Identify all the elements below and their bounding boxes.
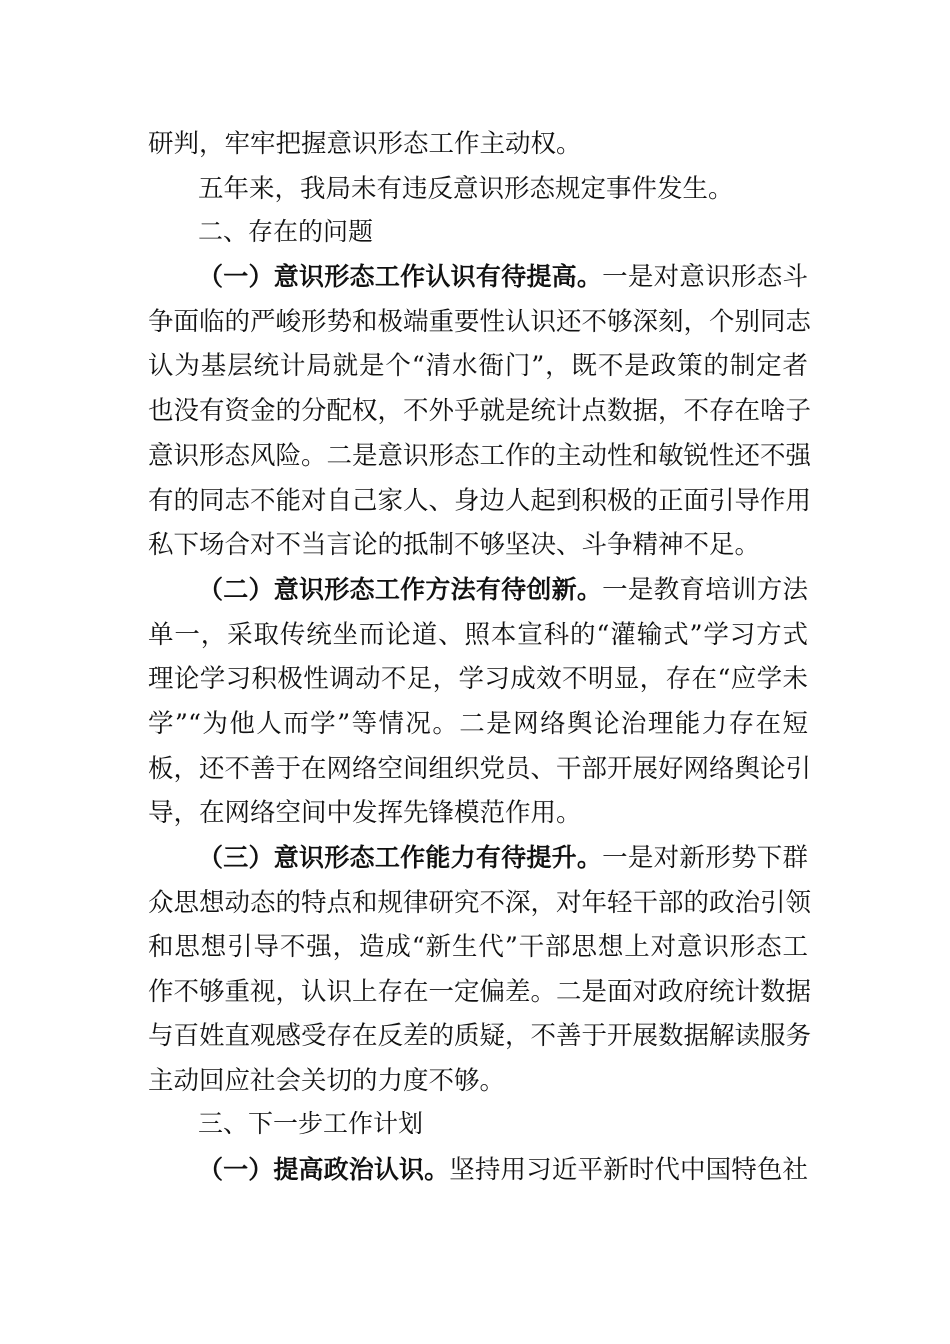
text-line: 单一，采取传统坐而论道、照本宣科的“灌输式”学习方式 [148,620,808,650]
text-line: 争面临的严峻形势和极端重要性认识还不够深刻，个别同志 [148,307,812,337]
subsection-title: （二）意识形态工作方法有待创新。 [198,575,603,604]
text-line: 意识形态风险。二是意识形态工作的主动性和敏锐性还不强 [148,441,812,471]
subsection-title: （三）意识形态工作能力有待提升。 [198,843,603,872]
text-run: 坚持用习近平新时代中国特色社 [449,1155,808,1185]
text-line: 认为基层统计局就是个“清水衙门”，既不是政策的制定者 [148,351,808,381]
text-line: 私下场合对不当言论的抵制不够坚决、斗争精神不足。 [148,530,761,560]
text-line [198,257,808,297]
text-line: 与百姓直观感受存在反差的质疑，不善于开展数据解读服务 [148,1021,812,1051]
text-line: 五年来，我局未有违反意识形态规定事件发生。 [198,174,734,204]
text-line: 导，在网络空间中发挥先锋模范作用。 [148,798,582,828]
text-line: 和思想引导不强，造成“新生代”干部思想上对意识形态工 [148,932,808,962]
text-line: 众思想动态的特点和规律研究不深，对年轻干部的政治引领 [148,888,812,918]
text-line: 有的同志不能对自己家人、身边人起到积极的正面引导作用 [148,486,812,516]
subsection-title: （一）意识形态工作认识有待提高。 [198,262,603,291]
text-run: 一是对新形势下群 [602,843,808,873]
text-line: 也没有资金的分配权，不外乎就是统计点数据，不存在啥子 [148,396,812,426]
text-line: 主动回应社会关切的力度不够。 [148,1066,506,1096]
text-line: 学”“为他人而学”等情况。二是网络舆论治理能力存在短 [148,709,808,739]
text-line: 板，还不善于在网络空间组织党员、干部开展好网络舆论引 [148,754,812,784]
subsection-title: （一）提高政治认识。 [198,1155,450,1184]
text-line: 作不够重视，认识上存在一定偏差。二是面对政府统计数据 [148,977,812,1007]
section-heading-problems: 二、存在的问题 [198,217,374,246]
text-run: 一是教育培训方法 [602,575,808,605]
text-line [198,1150,808,1190]
text-line [198,838,808,878]
section-heading-next-steps: 三、下一步工作计划 [198,1109,424,1138]
text-line: 研判，牢牢把握意识形态工作主动权。 [148,129,582,159]
text-line [198,570,808,610]
text-run: 一是对意识形态斗 [602,262,808,292]
text-line: 理论学习积极性调动不足，学习成效不明显，存在“应学未 [148,664,808,694]
